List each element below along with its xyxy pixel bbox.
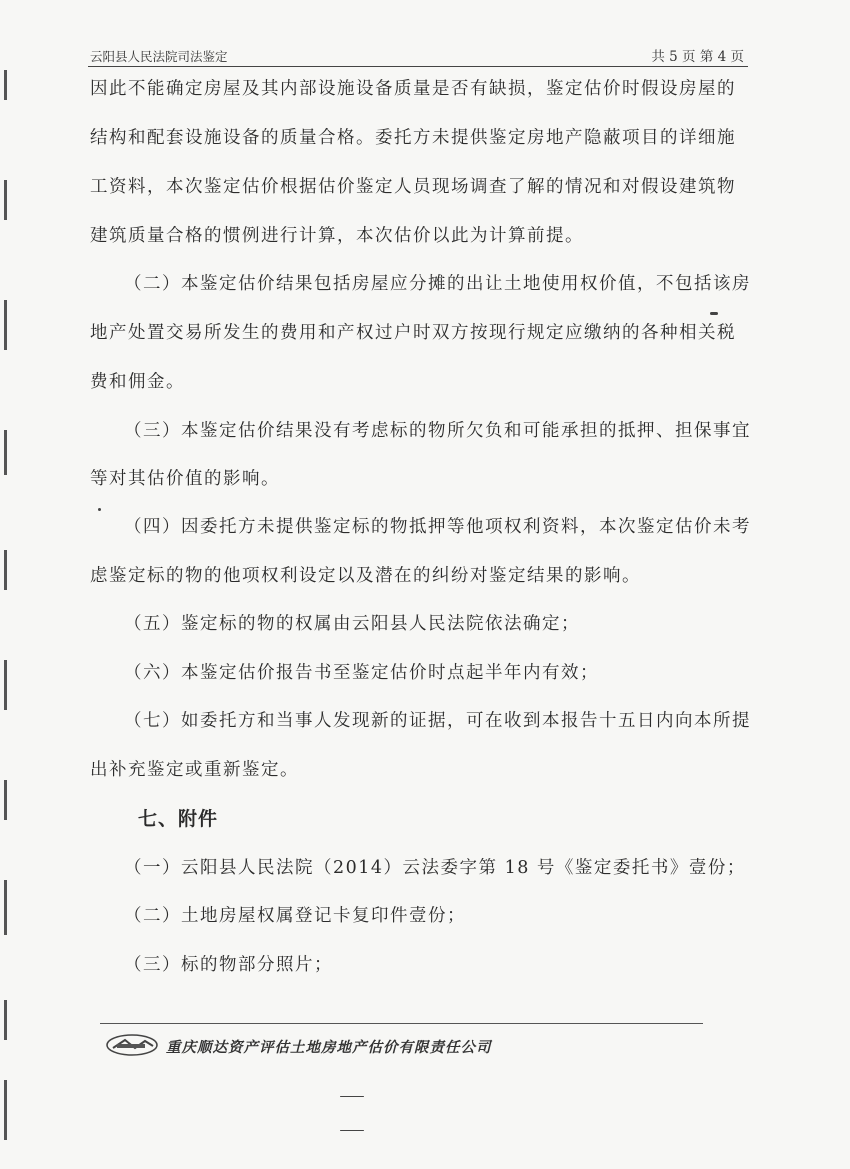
scan-speck (710, 312, 718, 315)
company-logo-icon (105, 1032, 159, 1058)
body-line: 虑鉴定标的物的他项权利设定以及潜在的纠纷对鉴定结果的影响。 (90, 566, 641, 586)
body-line: （七）如委托方和当事人发现新的证据，可在收到本报告十五日内向本所提 (124, 711, 751, 731)
scan-speck (98, 508, 101, 511)
attachment-item: （二）土地房屋权属登记卡复印件壹份； (124, 906, 466, 926)
header-title: 云阳县人民法院司法鉴定 (90, 49, 228, 64)
body-line: （三）本鉴定估价结果没有考虑标的物所欠负和可能承担的抵押、担保事宜 (124, 421, 751, 441)
body-line: 费和佣金。 (90, 372, 185, 392)
page-number: 共 5 页 第 4 页 (651, 49, 744, 65)
body-line: 等对其估价值的影响。 (90, 469, 280, 489)
scan-speck (340, 1096, 364, 1097)
body-line: 地产处置交易所发生的费用和产权过户时双方按现行规定应缴纳的各种相关税 (90, 323, 736, 343)
company-name: 重庆顺达资产评估土地房地产估价有限责任公司 (166, 1039, 492, 1056)
body-line: （六）本鉴定估价报告书至鉴定估价时点起半年内有效； (124, 663, 599, 683)
footer-rule (100, 1023, 703, 1024)
attachment-item: （三）标的物部分照片； (124, 955, 333, 975)
body-line: 结构和配套设施设备的质量合格。委托方未提供鉴定房地产隐蔽项目的详细施 (90, 128, 736, 148)
body-line: （四）因委托方未提供鉴定标的物抵押等他项权利资料，本次鉴定估价未考 (124, 517, 751, 537)
body-line: 建筑质量合格的惯例进行计算，本次估价以此为计算前提。 (90, 226, 584, 246)
scan-speck (340, 1130, 364, 1131)
page-header (88, 44, 748, 67)
body-line: 工资料，本次鉴定估价根据估价鉴定人员现场调查了解的情况和对假设建筑物 (90, 177, 736, 197)
section-heading: 七、附件 (138, 808, 219, 830)
body-line: 因此不能确定房屋及其内部设施设备质量是否有缺损，鉴定估价时假设房屋的 (90, 79, 736, 99)
binding-marks (0, 0, 14, 1169)
body-line: （五）鉴定标的物的权属由云阳县人民法院依法确定； (124, 614, 580, 634)
body-line: （二）本鉴定估价结果包括房屋应分摊的出让土地使用权价值，不包括该房 (124, 274, 751, 294)
attachment-item: （一）云阳县人民法院（2014）云法委字第 18 号《鉴定委托书》壹份； (124, 858, 746, 878)
body-line: 出补充鉴定或重新鉴定。 (90, 760, 299, 780)
